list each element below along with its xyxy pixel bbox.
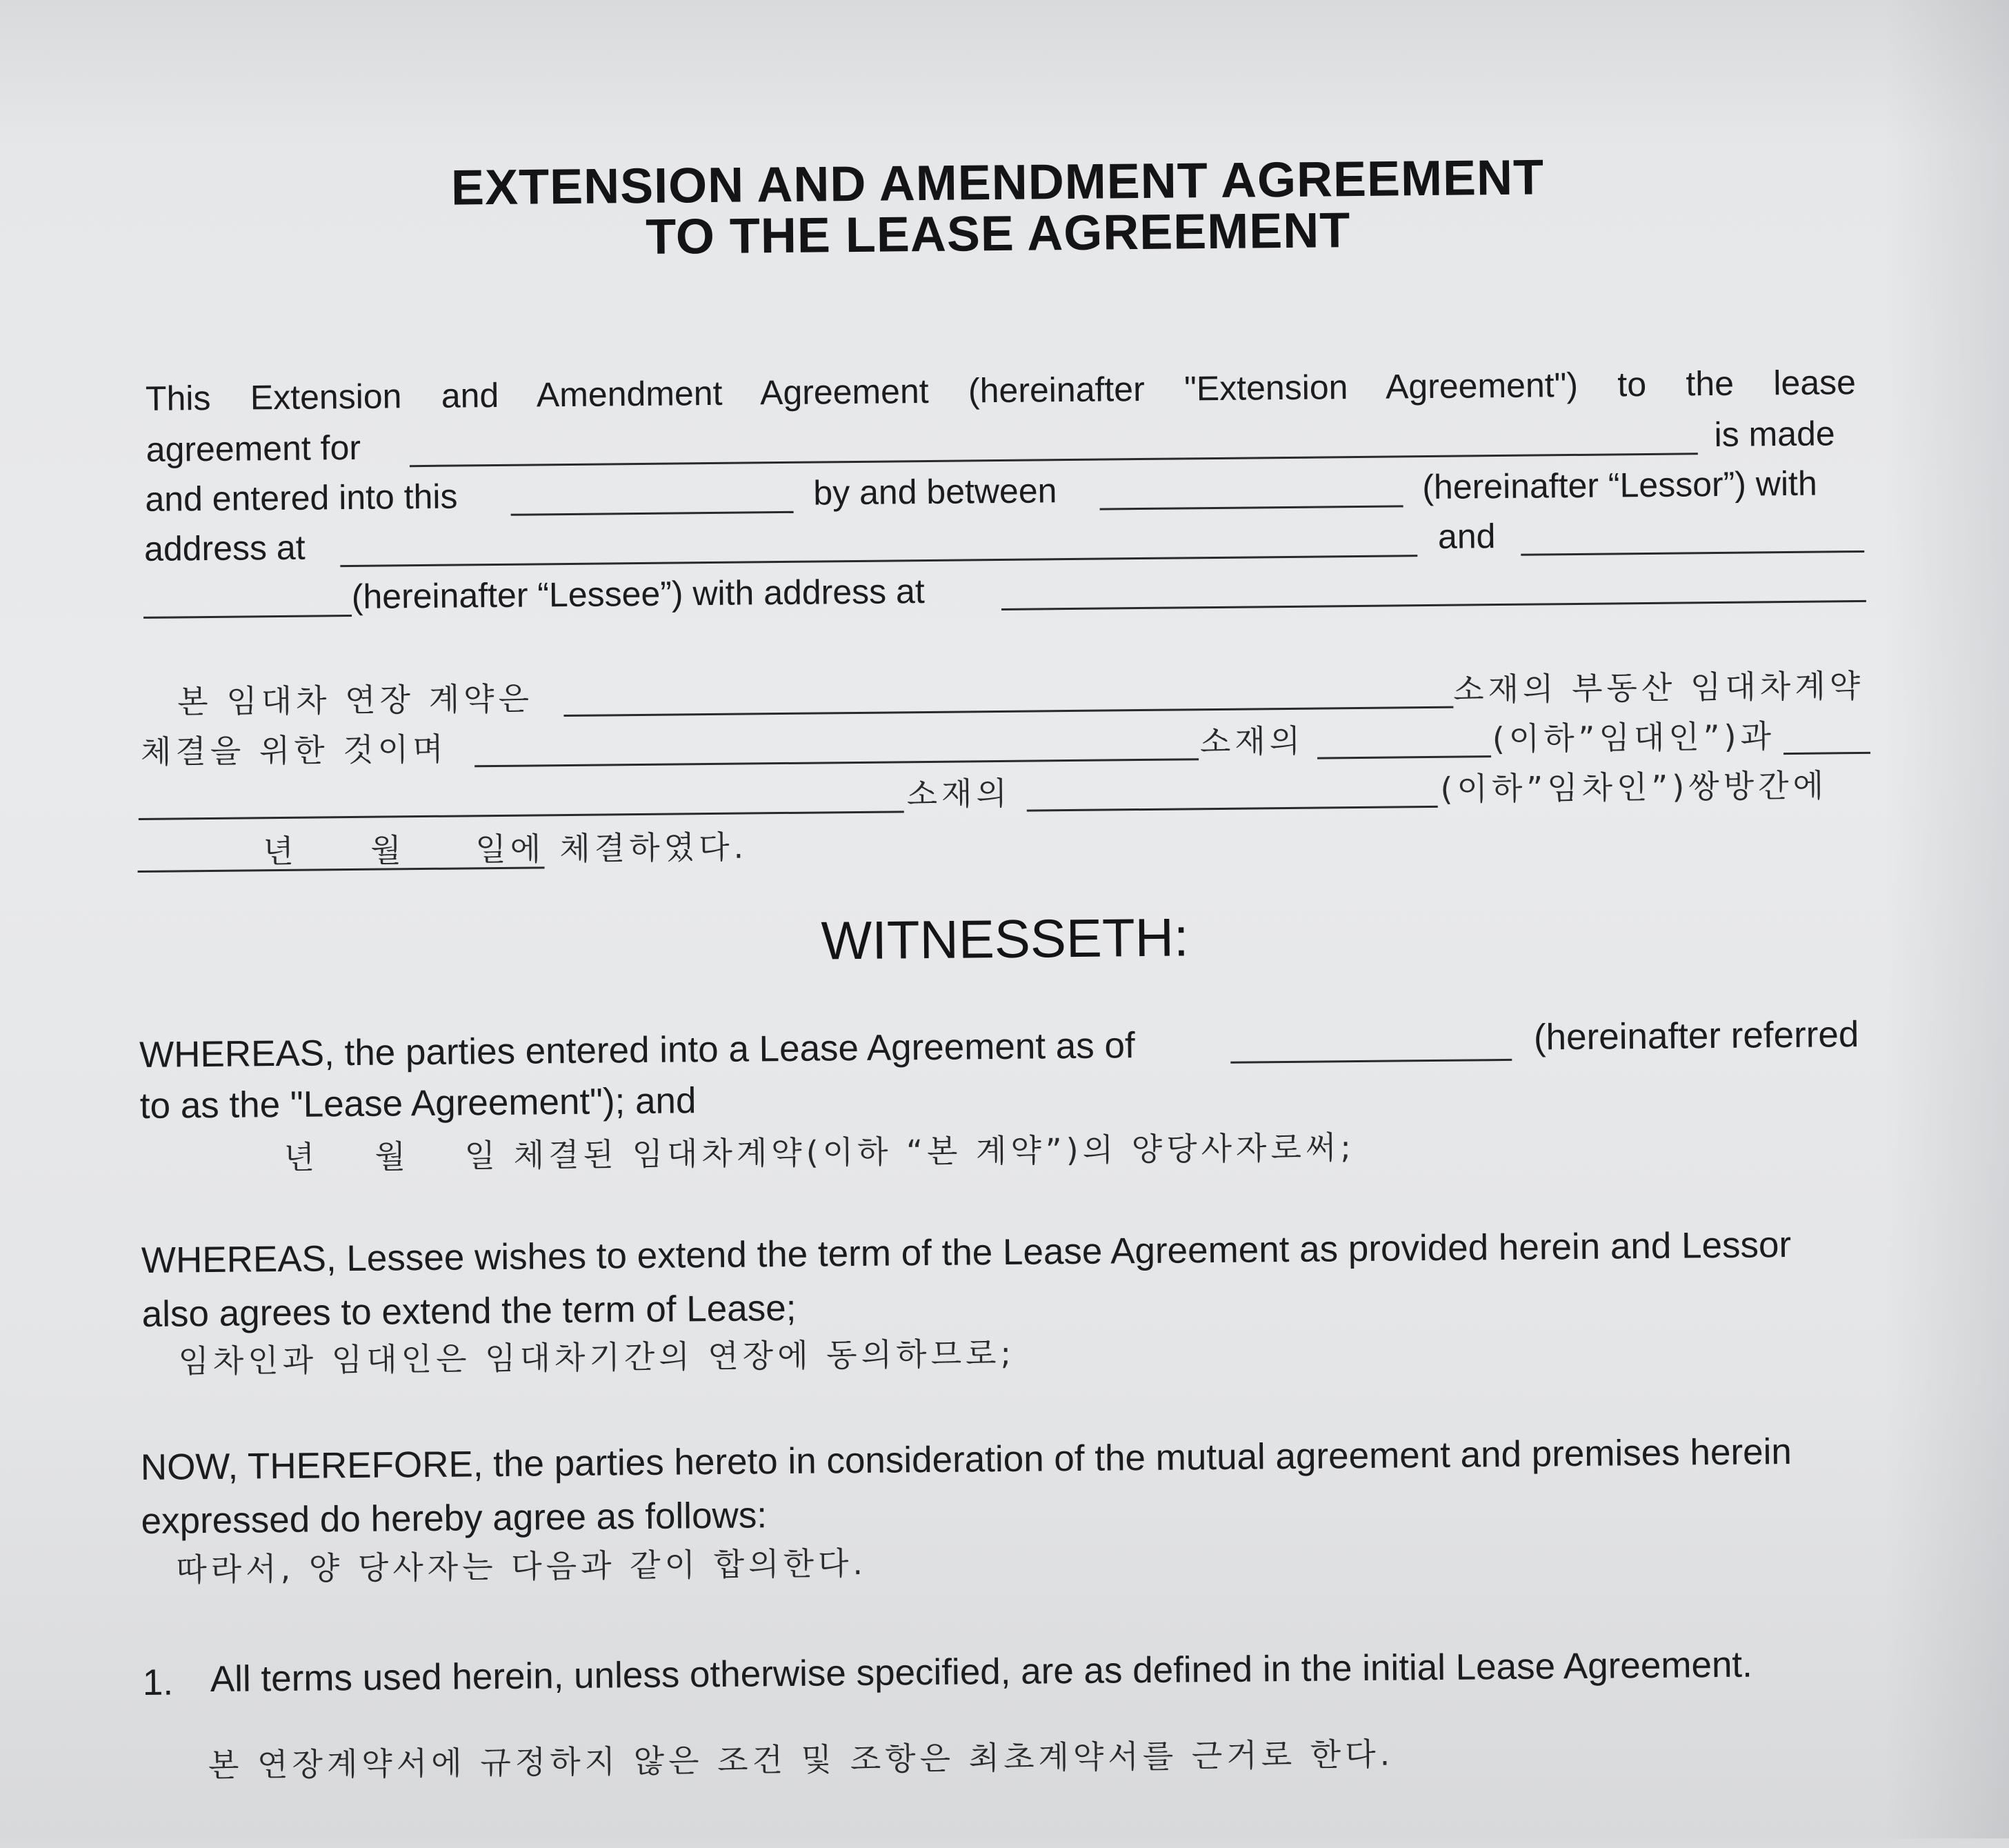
blank-ko-lessor-name[interactable]	[1317, 755, 1491, 759]
blank-lessor-address[interactable]	[340, 555, 1417, 567]
title-line-1: EXTENSION AND AMENDMENT AGREEMENT	[450, 150, 1545, 216]
whereas-1-hereinafter: (hereinafter referred	[1533, 1014, 1859, 1058]
witnesseth-heading: WITNESSETH:	[821, 906, 1189, 971]
preamble-ko-line-1a: 본 임대차 연장 계약은	[177, 679, 534, 721]
preamble-en-hereinafter-lessee: (hereinafter “Lessee”) with address at	[351, 572, 925, 617]
whereas-1-line-1: WHEREAS, the parties entered into a Lease Agreement as of	[139, 1025, 1135, 1075]
preamble-ko-day: 일에	[475, 830, 546, 868]
preamble-ko-located: 소재의	[1199, 722, 1305, 761]
preamble-ko-lessor: (이하”임대인”)과	[1492, 717, 1776, 758]
now-therefore-line-2: expressed do hereby agree as follows:	[141, 1495, 768, 1542]
preamble-ko-line-2a: 체결을 위한 것이며	[140, 730, 448, 771]
preamble-ko-concluded: 체결하였다.	[559, 828, 748, 868]
whereas-1-ko-text: 일 체결된 임대차계약(이하 “본 계약”)의 양당사자로써;	[464, 1129, 1356, 1175]
whereas-1-ko-month: 월	[374, 1137, 410, 1175]
blank-ko-lessee-name-2[interactable]	[1027, 806, 1438, 812]
whereas-1-ko-year: 년	[283, 1138, 319, 1176]
preamble-en-line-1: This Extension and Amendment Agreement (hereinafter "Extension Agreement") to the lease	[145, 363, 1857, 418]
preamble-ko-month: 월	[370, 831, 406, 869]
preamble-en-and: and	[1437, 517, 1496, 556]
clause-1-en: All terms used herein, unless otherwise specified, are as defined in the initial Lease Agreement.	[210, 1644, 1753, 1700]
preamble-ko-year: 년	[263, 832, 299, 871]
blank-ko-lessee-name[interactable]	[1783, 752, 1870, 755]
whereas-2-ko: 임차인과 임대인은 임대차기간의 연장에 동의하므로;	[178, 1334, 1016, 1380]
whereas-1-line-2: to as the "Lease Agreement"); and	[139, 1080, 697, 1126]
blank-ko-property[interactable]	[563, 706, 1453, 717]
blank-lessee-name-cont[interactable]	[143, 615, 352, 619]
now-therefore-ko: 따라서, 양 당사자는 다음과 같이 합의한다.	[176, 1544, 868, 1589]
clause-1-number: 1.	[142, 1662, 174, 1703]
preamble-en-agreement-for: agreement for	[146, 428, 361, 469]
now-therefore-line-1: NOW, THEREFORE, the parties hereto in consideration of the mutual agreement and premises herein	[140, 1431, 1792, 1488]
blank-ko-lessor-address[interactable]	[474, 758, 1199, 767]
blank-ko-date[interactable]	[138, 866, 545, 873]
blank-date[interactable]	[511, 511, 794, 516]
blank-lessor-name[interactable]	[1100, 505, 1403, 510]
blank-lessee-name[interactable]	[1521, 550, 1864, 556]
blank-lessee-address[interactable]	[1001, 600, 1866, 610]
preamble-en-is-made: is made	[1714, 414, 1835, 455]
document-title	[0, 148, 2003, 269]
whereas-2-line-1: WHEREAS, Lessee wishes to extend the term of the Lease Agreement as provided herein and Lessor	[141, 1224, 1792, 1281]
title-line-2: TO THE LEASE AGREEMENT	[645, 203, 1351, 265]
preamble-en-hereinafter-lessor: (hereinafter “Lessor”) with	[1422, 464, 1817, 507]
preamble-ko-located-2: 소재의	[906, 774, 1012, 813]
whereas-2-line-2: also agrees to extend the term of Lease;	[141, 1287, 797, 1335]
clause-1-ko: 본 연장계약서에 규정하지 않은 조건 및 조항은 최초계약서를 근거로 한다.	[208, 1735, 1395, 1785]
blank-lease-date[interactable]	[1230, 1059, 1512, 1064]
blank-ko-lessee-address[interactable]	[139, 811, 904, 820]
preamble-en-address-at: address at	[143, 528, 306, 568]
preamble-ko-line-1b: 소재의 부동산 임대차계약	[1452, 666, 1865, 708]
preamble-en-by-and-between: by and between	[813, 471, 1057, 513]
preamble-ko-lessee: (이하”임차인”)쌍방간에	[1440, 766, 1828, 808]
preamble-en-entered-into: and entered into this	[145, 477, 458, 519]
